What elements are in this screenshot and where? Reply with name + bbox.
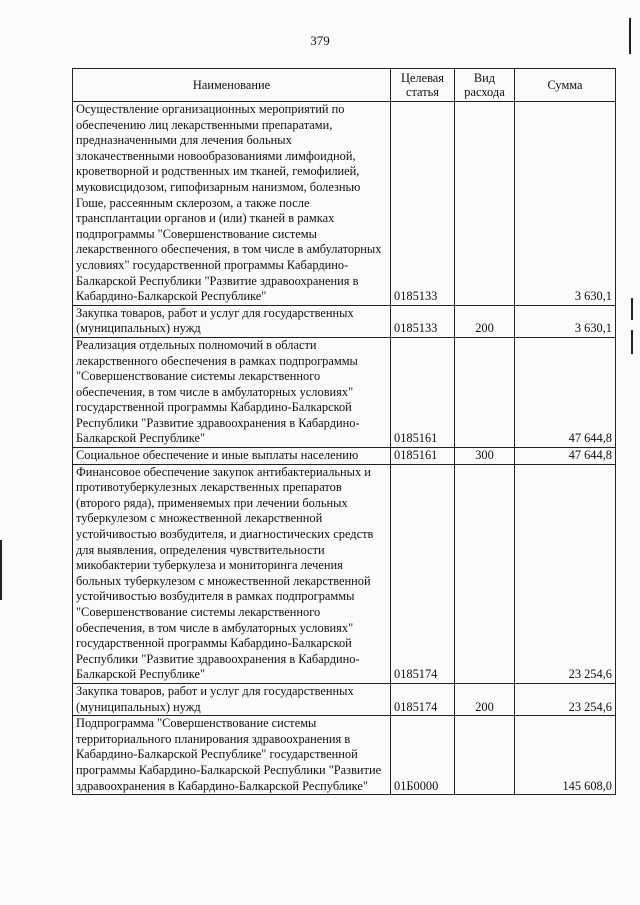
row-type: 200	[455, 305, 515, 337]
row-target: 0185161	[391, 337, 455, 447]
table-row	[73, 448, 616, 465]
table-row	[73, 464, 616, 683]
row-name: Финансовое обеспечение закупок антибактериальных и противотуберкулезных лекарственных препаратов (второго ряда), применяемых при лечении больных туберкулезом с множественной лекарственной устойчивостью возбудителя, и диагностических средств для выявления, определения чувствительности микобактерии туберкулеза и мониторинга лечения больных туберкулезом с множественной лекарственной устойчивостью возбудителя в рамках подпрограммы "Совершенствование системы лекарственного обеспечения, в том числе в амбулаторных условиях" государственной программы Кабардино-Балкарской Республики "Развитие здравоохранения в Кабардино-Балкарской Республике"	[73, 464, 391, 683]
table-header	[73, 69, 616, 102]
table-row	[73, 683, 616, 715]
row-type: 200	[455, 683, 515, 715]
header-sum: Сумма	[515, 69, 616, 102]
row-name: Закупка товаров, работ и услуг для государственных (муниципальных) нужд	[73, 305, 391, 337]
table-row	[73, 305, 616, 337]
table-row	[73, 716, 616, 795]
row-name: Социальное обеспечение и иные выплаты населению	[73, 448, 391, 465]
row-sum: 145 608,0	[515, 716, 616, 795]
row-sum: 23 254,6	[515, 683, 616, 715]
scan-edge-mark	[631, 298, 633, 320]
row-target: 0185174	[391, 683, 455, 715]
row-type	[455, 337, 515, 447]
header-name: Наименование	[73, 69, 391, 102]
row-type: 300	[455, 448, 515, 465]
scan-edge-mark	[631, 330, 633, 354]
table-row	[73, 102, 616, 306]
table-row	[73, 337, 616, 447]
row-sum: 3 630,1	[515, 305, 616, 337]
row-target: 01Б0000	[391, 716, 455, 795]
row-target: 0185133	[391, 102, 455, 306]
page-number: 379	[310, 33, 330, 48]
row-name: Реализация отдельных полномочий в области лекарственного обеспечения в рамках подпрограммы "Совершенствование системы лекарственного обеспечения, в том числе в амбулаторных условиях" государственной программы Кабардино-Балкарской Республики "Развитие здравоохранения в Кабардино-Балкарской Республике"	[73, 337, 391, 447]
scan-edge-mark	[0, 540, 2, 600]
table-body	[73, 102, 616, 795]
row-type	[455, 102, 515, 306]
row-target: 0185161	[391, 448, 455, 465]
row-sum: 3 630,1	[515, 102, 616, 306]
row-target: 0185174	[391, 464, 455, 683]
row-sum: 47 644,8	[515, 337, 616, 447]
budget-table	[72, 68, 616, 795]
row-name: Осуществление организационных мероприятий по обеспечению лиц лекарственными препаратами, предназначенными для лечения больных злокачественными новообразованиями лимфоидной, кроветворной и родственных им тканей, гемофилией, муковисцидозом, гипофизарным нанизмом, болезнью Гоше, рассеянным склерозом, а также после трансплантации органов и (или) тканей в рамках подпрограммы "Совершенствование системы лекарственного обеспечения, в том числе в амбулаторных условиях" государственной программы Кабардино-Балкарской Республики "Развитие здравоохранения в Кабардино-Балкарской Республике"	[73, 102, 391, 306]
row-sum: 47 644,8	[515, 448, 616, 465]
row-sum: 23 254,6	[515, 464, 616, 683]
scan-edge-mark	[629, 18, 631, 54]
row-target: 0185133	[391, 305, 455, 337]
row-type	[455, 464, 515, 683]
row-type	[455, 716, 515, 795]
row-name: Подпрограмма "Совершенствование системы территориального планирования здравоохранения в Кабардино-Балкарской Республике" государственной программы Кабардино-Балкарской Республики "Развитие здравоохранения в Кабардино-Балкарской Республике"	[73, 716, 391, 795]
header-type: Вид расхода	[455, 69, 515, 102]
header-target: Целевая статья	[391, 69, 455, 102]
row-name: Закупка товаров, работ и услуг для государственных (муниципальных) нужд	[73, 683, 391, 715]
